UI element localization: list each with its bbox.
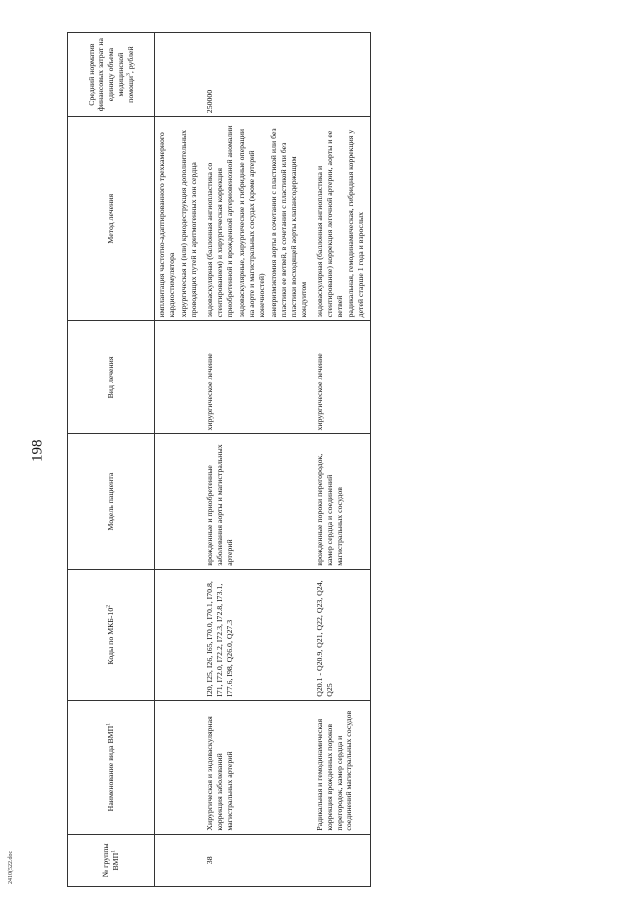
footer-doc-code: 2410(522.doc: [8, 850, 14, 884]
table-row: [155, 33, 203, 887]
table-row: [203, 33, 313, 887]
header-average-cost: Средний норматив финансовых затрат на единицу объема медицинской помощи$^3$, рублей: [68, 33, 155, 117]
cell-average-cost: 250000: [203, 33, 313, 117]
cell-treatment-kind: хирургическое лечение: [203, 321, 313, 434]
method-item: эндоваскулярная (баллонная ангиопластика и стентирование) коррекция легочной артерии, аорты и ее ветвей: [314, 130, 344, 318]
header-treatment-kind: Вид лечения: [68, 321, 155, 434]
cell-patient-model: [155, 434, 203, 569]
method-item: аневризмэктомия аорты в сочетании с пластикой или без пластики ее ветвей, в сочетании с пластикой или без пластики восходящей аорты клапансодержащим кондуитом: [268, 128, 308, 318]
table-header-row: [68, 33, 155, 887]
cell-treatment-kind: [155, 321, 203, 434]
cell-icd-codes: I20, I25, I26, I65, I70.0, I70.1, I70.8, I71, I72.0, I72.2, I72.3, I72.8, I73.1, I77.6, I98, Q26.0, Q27.3: [203, 569, 313, 700]
cell-icd-codes: Q20.1 - Q20.9, Q21, Q22, Q23, Q24, Q25: [313, 569, 371, 700]
cell-treatment-method: [313, 117, 371, 321]
page-number: 198: [29, 439, 46, 462]
method-item: эндоваскулярная (баллонная ангиопластика со стентированием) и хирургическая коррекция приобретенной и врожденной артериовенозной аномалии: [204, 125, 234, 318]
header-patient-model: Модель пациента: [68, 434, 155, 569]
cell-vmp-name: Радикальная и гемодинамическая коррекция врожденных пороков перегородок, камер сердца и соединений магистральных сосудов: [313, 700, 371, 834]
vmp-table: [67, 32, 371, 887]
rotated-page-content: [67, 32, 630, 887]
method-item: хирургическая и (или) криодеструкция дополнительных проводящих путей и аритмогенных зон сердца: [178, 129, 198, 318]
cell-treatment-method: [203, 117, 313, 321]
header-treatment-method: Метод лечения: [68, 117, 155, 321]
header-icd-codes: Коды по МКБ-$10^2$: [68, 569, 155, 700]
method-item: эндоваскулярные, хирургические и гибридные операции на аорте и магистральных сосудах (кроме артерий конечностей): [236, 128, 266, 318]
cell-treatment-method: [155, 117, 203, 321]
header-group-number: № группы ВМП$^1$: [68, 834, 155, 886]
cell-group-number: [313, 834, 371, 886]
cell-average-cost: [313, 33, 371, 117]
cell-treatment-kind: хирургическое лечение: [313, 321, 371, 434]
cell-vmp-name: Хирургическая и эндоваскулярная коррекция заболеваний магистральных артерий: [203, 700, 313, 834]
cell-patient-model: врожденные и приобретенные заболевания аорты и магистральных артерий: [203, 434, 313, 569]
method-item: имплантация частотно-адаптированного трехкамерного кардиостимулятора: [157, 132, 176, 318]
cell-group-number: [155, 834, 203, 886]
cell-group-number: 38: [203, 834, 313, 886]
method-item: радикальная, гемодинамическая, гибридная коррекция у детей старше 1 года и взрослых: [346, 129, 366, 318]
table-row: [313, 33, 371, 887]
header-vmp-name: Наименование вида ВМП$^1$: [68, 700, 155, 834]
cell-average-cost: [155, 33, 203, 117]
cell-icd-codes: [155, 569, 203, 700]
cell-vmp-name: [155, 700, 203, 834]
cell-patient-model: врожденные пороки перегородок, камер сердца и соединений магистральных сосудов: [313, 434, 371, 569]
